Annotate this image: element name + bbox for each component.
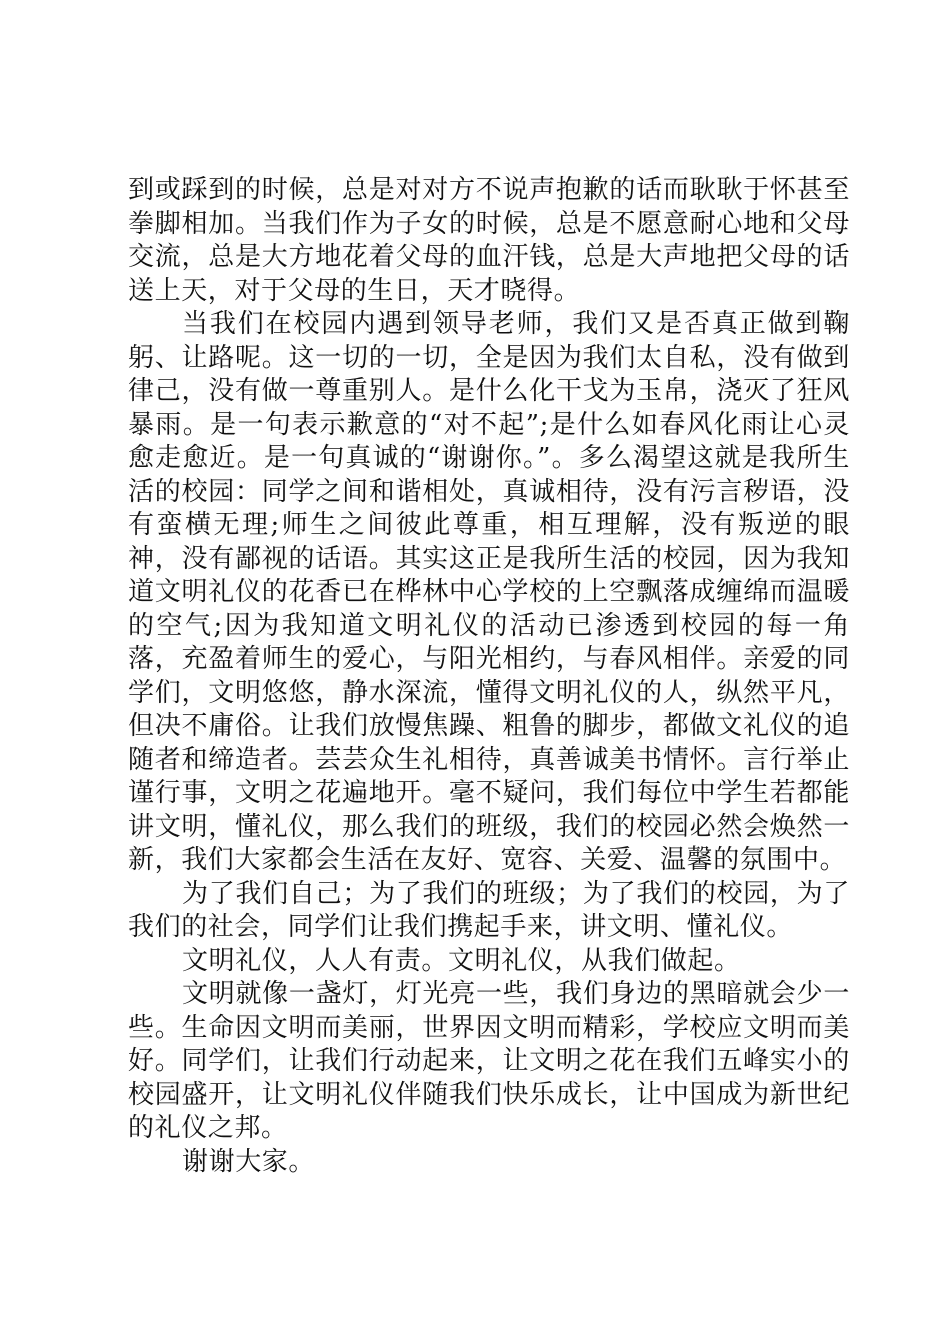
paragraph-4: 文明礼仪，人人有责。文明礼仪，从我们做起。 [182,945,741,976]
paragraph-1: 到或踩到的时候，总是对对方不说声抱歉的话而耿耿于怀甚至拳脚相加。当我们作为子女的时候，总是不愿意耐心地和父母交流，总是大方地花着父母的血汗钱，总是大声地把父母的话送上天，对于父母的生日，天才晓得。 [128,175,850,306]
paragraph-5: 文明就像一盏灯，灯光亮一些，我们身边的黑暗就会少一些。生命因文明而美丽，世界因文明而精彩，学校应文明而美好。同学们，让我们行动起来，让文明之花在我们五峰实小的校园盛开，让文明礼仪伴随我们快乐成长，让中国成为新世纪的礼仪之邦。 [128,979,850,1143]
document-body [128,174,850,1179]
paragraph-2: 当我们在校园内遇到领导老师，我们又是否真正做到鞠躬、让路呢。这一切的一切，全是因为我们太自私，没有做到律己，没有做一尊重别人。是什么化干戈为玉帛，浇灭了狂风暴雨。是一句表示歉意的“对不起”;是什么如春风化雨让心灵愈走愈近。是一句真诚的“谢谢你。”。多么渴望这就是我所生活的校园：同学之间和谐相处，真诚相待，没有污言秽语，没有蛮横无理;师生之间彼此尊重，相互理解，没有叛逆的眼神，没有鄙视的话语。其实这正是我所生活的校园，因为我知道文明礼仪的花香已在桦林中心学校的上空飘落成缠绵而温暖的空气;因为我知道文明礼仪的活动已渗透到校园的每一角落，充盈着师生的爱心，与阳光相约，与春风相伴。亲爱的同学们，文明悠悠，静水深流，懂得文明礼仪的人，纵然平凡，但决不庸俗。让我们放慢焦躁、粗鲁的脚步，都做文礼仪的追随者和缔造者。芸芸众生礼相待，真善诚美书情怀。言行举止谨行事，文明之花遍地开。毫不疑问，我们每位中学生若都能讲文明，懂礼仪，那么我们的班级，我们的校园必然会焕然一新，我们大家都会生活在友好、宽容、关爱、温馨的氛围中。 [128,309,850,875]
paragraph-6: 谢谢大家。 [182,1146,316,1177]
paragraph-3: 为了我们自己；为了我们的班级；为了我们的校园，为了我们的社会，同学们让我们携起手来，讲文明、懂礼仪。 [128,878,850,942]
